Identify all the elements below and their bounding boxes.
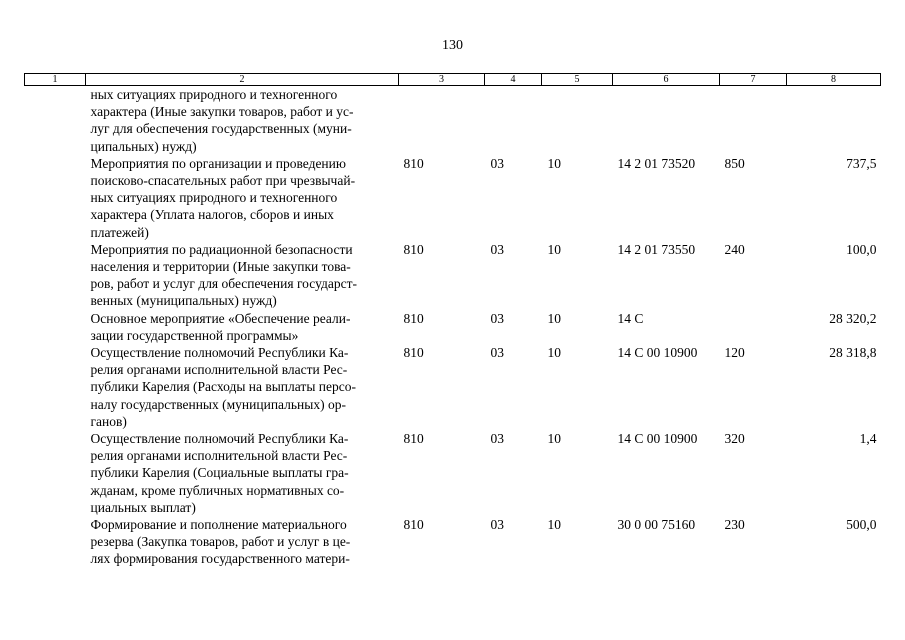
subsection-code-cell: 10 (547, 310, 561, 326)
expense-name-line: зации государственной программы» (90, 327, 299, 343)
expense-name-line: характера (Иные закупки товаров, работ и ус- (90, 104, 354, 120)
expense-name-cell (86, 516, 399, 568)
row-number-cell (25, 516, 86, 568)
expense-name-cell (86, 86, 399, 155)
expense-name-line: ных ситуациях природного и техногенного (90, 87, 338, 102)
expense-name-line: венных (муниципальных) нужд) (90, 293, 277, 309)
expense-name-cell (86, 430, 399, 516)
col-header-1: 1 (25, 74, 86, 86)
subsection-code-cell: 10 (547, 155, 561, 171)
target-article-cell (613, 86, 720, 155)
target-article-cell: 30 0 00 75160 (617, 517, 696, 533)
expense-name-line: налу государственных (муниципальных) ор- (90, 396, 346, 412)
col-header-8: 8 (787, 74, 881, 86)
amount-cell: 28 318,8 (829, 345, 877, 361)
expense-name-line: резерва (Закупка товаров, работ и услуг в це- (90, 534, 351, 550)
expense-name-line: характера (Уплата налогов, сборов и иных (90, 207, 334, 223)
expense-name-line: ров, работ и услуг для обеспечения государст- (90, 276, 357, 292)
section-code-cell: 03 (490, 517, 504, 533)
table-body (25, 86, 881, 568)
ministry-code-cell: 810 (403, 431, 424, 447)
budget-table (24, 73, 881, 568)
amount-cell: 100,0 (846, 241, 877, 257)
expense-type-cell (720, 86, 787, 155)
expense-name-line: платежей) (90, 224, 149, 240)
target-article-cell: 14 С 00 10900 (617, 431, 698, 447)
row-number-cell (25, 86, 86, 155)
expense-name-line: Мероприятия по радиационной безопасности (90, 241, 353, 257)
expense-name-line: ных ситуациях природного и техногенного (90, 190, 338, 206)
target-article-cell: 14 2 01 73550 (617, 241, 696, 257)
subsection-code-cell: 10 (547, 431, 561, 447)
expense-type-cell: 320 (724, 431, 745, 447)
subsection-code-cell: 10 (547, 345, 561, 361)
expense-name-line: публики Карелия (Социальные выплаты гра- (90, 465, 349, 481)
expense-name-line: релия органами исполнительной власти Рес- (90, 448, 348, 464)
ministry-code-cell: 810 (403, 517, 424, 533)
section-code-cell: 03 (490, 155, 504, 171)
table-row (25, 344, 881, 430)
ministry-code-cell: 810 (403, 241, 424, 257)
expense-name-line: ганов) (90, 413, 127, 429)
col-header-7: 7 (720, 74, 787, 86)
subsection-code-cell: 10 (547, 241, 561, 257)
expense-name-line: Мероприятия по организации и проведению (90, 155, 346, 171)
expense-type-cell (720, 310, 787, 344)
table-row (25, 516, 881, 568)
col-header-2: 2 (86, 74, 399, 86)
col-header-4: 4 (485, 74, 542, 86)
row-number-cell (25, 241, 86, 310)
row-number-cell (25, 344, 86, 430)
expense-name-cell (86, 241, 399, 310)
ministry-code-cell (399, 86, 485, 155)
expense-type-cell: 240 (724, 241, 745, 257)
expense-name-line: жданам, кроме публичных нормативных со- (90, 482, 345, 498)
amount-cell: 500,0 (846, 517, 877, 533)
col-header-3: 3 (399, 74, 485, 86)
table-row (25, 310, 881, 344)
expense-name-line: публики Карелия (Расходы на выплаты персо- (90, 379, 356, 395)
subsection-code-cell: 10 (547, 517, 561, 533)
table-row (25, 430, 881, 516)
ministry-code-cell: 810 (403, 310, 424, 326)
column-number-row (25, 74, 881, 86)
ministry-code-cell: 810 (403, 345, 424, 361)
amount-cell (787, 86, 881, 155)
table-row (25, 86, 881, 155)
expense-name-line: лях формирования государственного матери- (90, 551, 350, 567)
row-number-cell (25, 430, 86, 516)
row-number-cell (25, 155, 86, 241)
expense-name-cell (86, 155, 399, 241)
expense-type-cell: 850 (724, 155, 745, 171)
page-number: 130 (442, 38, 463, 53)
col-header-6: 6 (613, 74, 720, 86)
col-header-5: 5 (542, 74, 613, 86)
expense-name-line: Осуществление полномочий Республики Ка- (90, 345, 349, 361)
table-row (25, 241, 881, 310)
expense-name-line: ципальных) нужд) (90, 138, 197, 154)
expense-type-cell: 230 (724, 517, 745, 533)
amount-cell: 28 320,2 (829, 310, 877, 326)
expense-name-line: луг для обеспечения государственных (муни- (90, 121, 352, 137)
amount-cell: 737,5 (846, 155, 877, 171)
expense-name-line: релия органами исполнительной власти Рес- (90, 362, 348, 378)
expense-name-line: Формирование и пополнение материального (90, 517, 347, 533)
amount-cell: 1,4 (859, 431, 877, 447)
section-code-cell (485, 86, 542, 155)
target-article-cell: 14 С 00 10900 (617, 345, 698, 361)
table-row (25, 155, 881, 241)
expense-name-line: Основное мероприятие «Обеспечение реали- (90, 310, 351, 326)
expense-name-line: циальных выплат) (90, 499, 196, 515)
section-code-cell: 03 (490, 345, 504, 361)
expense-name-cell (86, 344, 399, 430)
expense-type-cell: 120 (724, 345, 745, 361)
expense-name-line: населения и территории (Иные закупки това- (90, 259, 351, 275)
subsection-code-cell (542, 86, 613, 155)
expense-name-line: Осуществление полномочий Республики Ка- (90, 431, 349, 447)
expense-name-line: поисково-спасательных работ при чрезвычай- (90, 173, 356, 189)
expense-name-cell (86, 310, 399, 344)
target-article-cell: 14 С (617, 310, 644, 326)
section-code-cell: 03 (490, 310, 504, 326)
section-code-cell: 03 (490, 241, 504, 257)
section-code-cell: 03 (490, 431, 504, 447)
target-article-cell: 14 2 01 73520 (617, 155, 696, 171)
row-number-cell (25, 310, 86, 344)
ministry-code-cell: 810 (403, 155, 424, 171)
